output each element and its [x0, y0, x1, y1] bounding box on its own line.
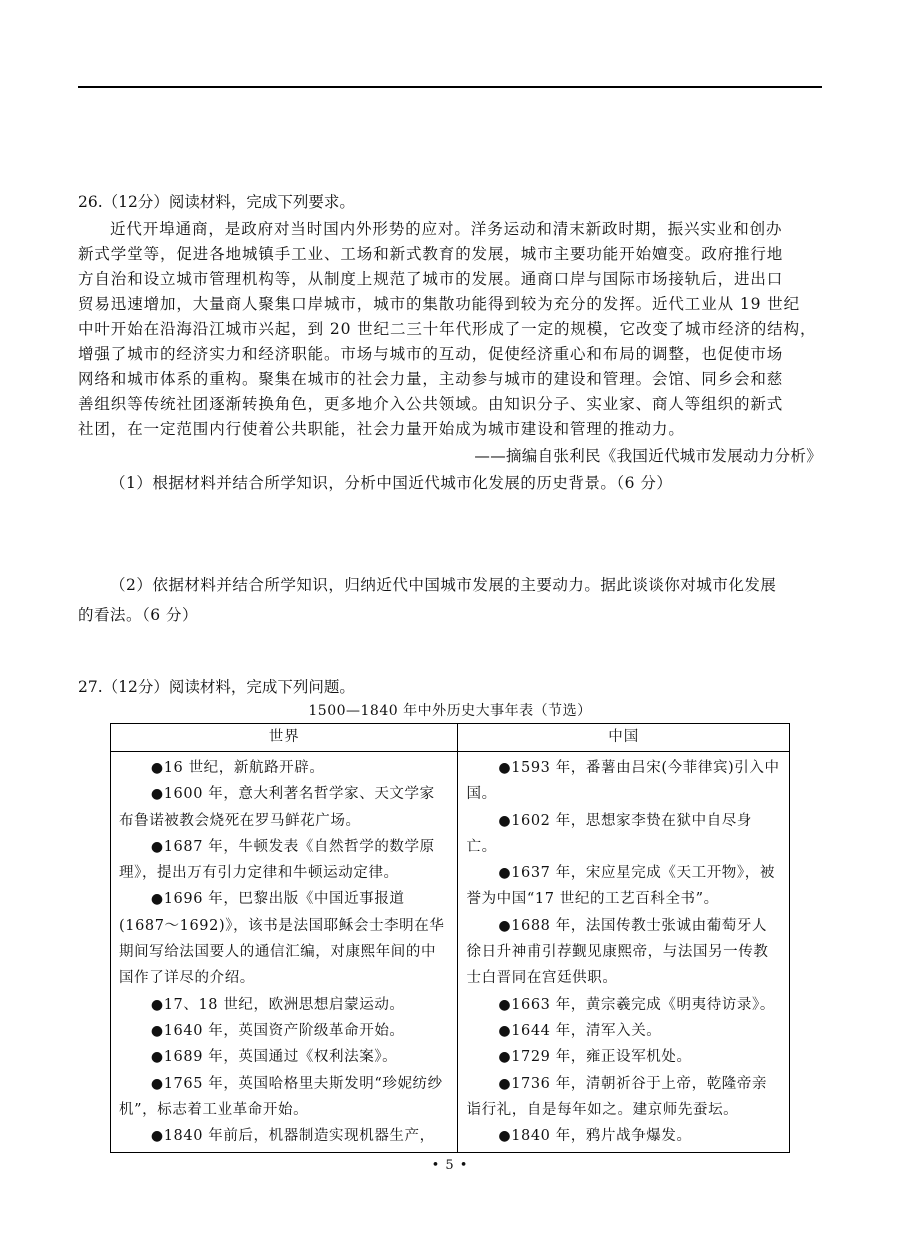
column-header-china: 中国 — [458, 724, 790, 752]
sub-question-text: 的看法。（6 分） — [78, 606, 199, 624]
world-event: ●17、18 世纪，欧洲思想启蒙运动。 — [150, 996, 405, 1013]
world-event: ●1689 年，英国通过《权利法案》。 — [150, 1049, 398, 1066]
table-body-row — [111, 752, 790, 1153]
material-line: 中叶开始在沿海沿江城市兴起，到 20 世纪二三十年代形成了一定的规模，它改变了城市经济的结构， — [78, 320, 817, 338]
bullet-icon: ● — [498, 1075, 512, 1092]
header-rule — [78, 86, 822, 88]
material-line: 方自治和设立城市管理机构等，从制度上规范了城市的发展。通商口岸与国际市场接轨后，进出口 — [78, 270, 784, 288]
question-27-heading: 27.（12分）阅读材料，完成下列问题。 — [78, 678, 355, 696]
bullet-icon: ● — [150, 1128, 164, 1145]
bullet-icon: ● — [150, 760, 164, 776]
material-source: ——摘编自张利民《我国近代城市发展动力分析》 — [474, 447, 822, 465]
bullet-icon: ● — [150, 1075, 164, 1092]
bullet-icon: ● — [150, 1049, 164, 1066]
world-event: ●1640 年，英国资产阶级革命开始。 — [150, 1022, 405, 1039]
bullet-icon: ● — [498, 1049, 512, 1066]
question-26-part-2 — [78, 570, 823, 630]
bullet-icon: ● — [498, 812, 512, 829]
question-26-heading: 26.（12分）阅读材料，完成下列要求。 — [78, 193, 355, 211]
china-event: ●1663 年，黄宗羲完成《明夷待访录》。 — [498, 996, 775, 1013]
table-title: 1500—1840 年中外历史大事年表（节选） — [308, 703, 592, 719]
bullet-icon: ● — [150, 891, 164, 908]
material-line: 社团，在一定范围内行使着公共职能，社会力量开始成为城市建设和管理的推动力。 — [78, 420, 685, 438]
china-events-cell — [458, 752, 790, 1153]
bullet-icon: ● — [150, 996, 164, 1013]
material-line: 近代开埠通商，是政府对当时国内外形势的应对。洋务运动和清末新政时期，振兴实业和创办 — [110, 220, 783, 238]
china-event: ●1593 年，番薯由吕宋(今菲律宾)引入中国。 — [466, 760, 780, 803]
world-event: ●1840 年前后，机器制造实现机器生产， — [150, 1128, 435, 1145]
china-event: ●1637 年，宋应星完成《天工开物》，被誉为中国“17 世纪的工艺百科全书”。 — [466, 865, 775, 908]
bullet-icon: ● — [498, 996, 512, 1013]
sub-question-text: （2）依据材料并结合所学知识，归纳近代中国城市发展的主要动力。据此谈谈你对城市化发展 — [110, 576, 777, 594]
sub-question-text: （1）根据材料并结合所学知识，分析中国近代城市化发展的历史背景。（6 分） — [110, 474, 673, 492]
question-26-material — [78, 217, 823, 442]
china-event: ●1644 年，清军入关。 — [498, 1022, 662, 1039]
world-event: ●1765 年，英国哈格里夫斯发明“珍妮纺纱机”，标志着工业革命开始。 — [119, 1075, 443, 1118]
question-26-part-1 — [78, 468, 823, 498]
bullet-icon: ● — [150, 786, 164, 803]
table-header-row — [111, 724, 790, 752]
bullet-icon: ● — [498, 917, 512, 934]
china-event: ●1840 年，鸦片战争爆发。 — [498, 1128, 692, 1145]
world-event: ●16 世纪，新航路开辟。 — [150, 760, 325, 776]
bullet-icon: ● — [498, 1022, 512, 1039]
bullet-icon: ● — [498, 1128, 512, 1145]
world-event: ●1696 年，巴黎出版《中国近事报道(1687～1692)》，该书是法国耶稣会士李明在华期间写给法国要人的通信汇编，对康熙年间的中国作了详尽的介绍。 — [119, 891, 445, 987]
chronology-table — [110, 723, 790, 1153]
material-line: 善组织等传统社团逐渐转换角色，更多地介入公共领域。由知识分子、实业家、商人等组织的新式 — [78, 395, 784, 413]
column-header-world: 世界 — [111, 724, 458, 752]
china-event: ●1602 年，思想家李贽在狱中自尽身亡。 — [466, 812, 752, 855]
material-line: 贸易迅速增加，大量商人聚集口岸城市，城市的集散功能得到较为充分的发挥。近代工业从 19 世纪 — [78, 295, 800, 313]
bullet-icon: ● — [498, 865, 512, 882]
material-line: 网络和城市体系的重构。聚集在城市的社会力量，主动参与城市的建设和管理。会馆、同乡会和慈 — [78, 370, 784, 388]
material-line: 新式学堂等，促进各地城镇手工业、工场和新式教育的发展，城市主要功能开始嬗变。政府推行地 — [78, 245, 784, 263]
world-event: ●1600 年，意大利著名哲学家、天文学家布鲁诺被教会烧死在罗马鲜花广场。 — [119, 786, 435, 829]
material-line: 增强了城市的经济实力和经济职能。市场与城市的互动，促使经济重心和布局的调整，也促使市场 — [78, 345, 784, 363]
bullet-icon: ● — [498, 760, 512, 776]
bullet-icon: ● — [150, 1022, 164, 1039]
world-event: ●1687 年，牛顿发表《自然哲学的数学原理》，提出万有引力定律和牛顿运动定律。 — [119, 838, 435, 882]
world-events-cell — [111, 752, 458, 1153]
china-event: ●1688 年，法国传教士张诚由葡萄牙人徐日升神甫引荐觐见康熙帝，与法国另一传教士白晋同在宫廷供职。 — [466, 917, 769, 987]
china-event: ●1736 年，清朝祈谷于上帝，乾隆帝亲诣行礼，自是每年如之。建京师先蚕坛。 — [466, 1075, 768, 1118]
bullet-icon: ● — [150, 838, 164, 855]
page-number: • 5 • — [431, 1158, 469, 1173]
china-event: ●1729 年，雍正设军机处。 — [498, 1049, 692, 1066]
